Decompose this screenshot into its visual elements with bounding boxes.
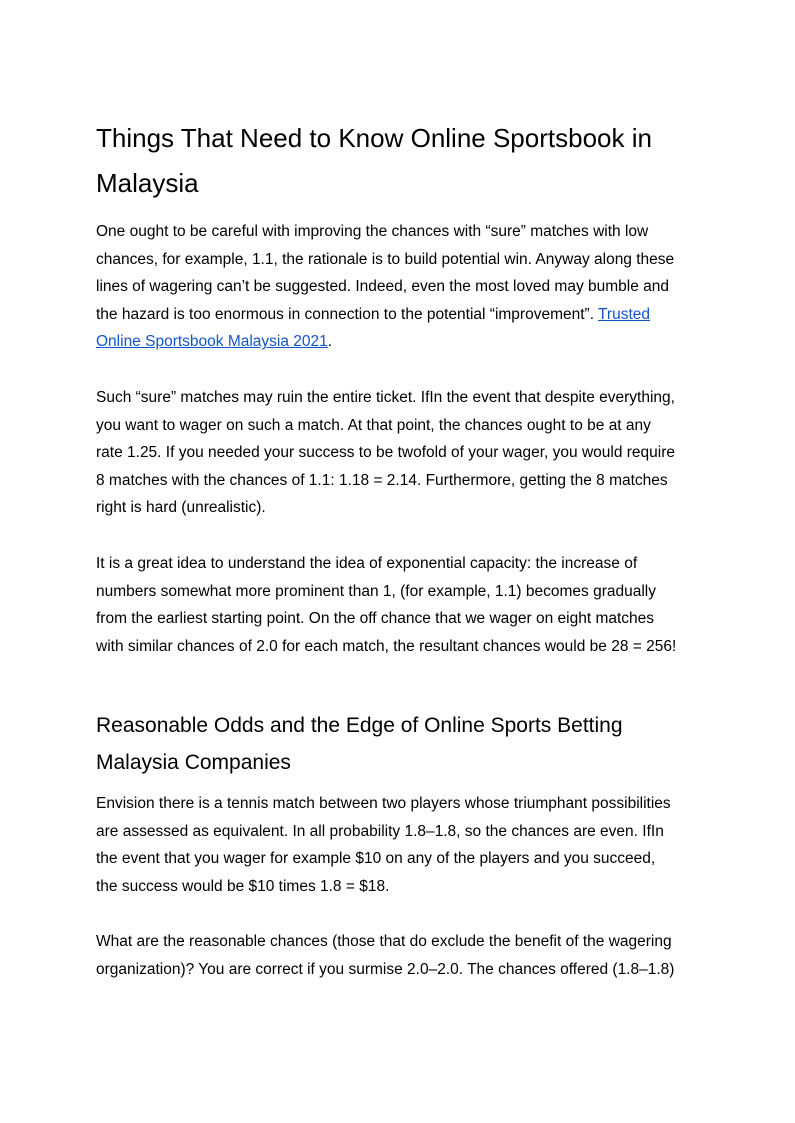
text-line bbox=[96, 328, 674, 356]
text-line: from the earliest starting point. On the off chance that we wager on eight matches bbox=[96, 610, 655, 628]
paragraph-5 bbox=[96, 928, 674, 983]
text-line: It is a great idea to understand the idea of exponential capacity: the increase of bbox=[96, 555, 638, 572]
text-line: chances, for example, 1.1, the rationale is to build potential win. Anyway along these bbox=[96, 250, 675, 268]
trusted-sportsbook-link[interactable]: Trusted bbox=[598, 305, 651, 323]
page-title bbox=[96, 116, 652, 206]
text-line bbox=[96, 301, 674, 329]
text-line: with similar chances of 2.0 for each match, the resultant chances would be 28 = 256! bbox=[96, 637, 677, 655]
text-line: organization)? You are correct if you surmise 2.0–2.0. The chances offered (1.8–1.8) bbox=[96, 960, 675, 978]
text-line: One ought to be careful with improving the chances with “sure” matches with low bbox=[96, 223, 649, 240]
text-line: the event that you wager for example $10 on any of the players and you succeed, bbox=[96, 850, 656, 868]
text-line: Such “sure” matches may ruin the entire ticket. IfIn the event that despite everything, bbox=[96, 389, 675, 406]
title-line: Malaysia bbox=[96, 168, 199, 198]
text-line: lines of wagering can’t be suggested. Indeed, even the most loved may bumble and bbox=[96, 278, 670, 296]
text-line: Envision there is a tennis match between two players whose triumphant possibilities bbox=[96, 795, 671, 812]
text-segment: . bbox=[327, 333, 333, 351]
text-line: rate 1.25. If you needed your success to be twofold of your wager, you would require bbox=[96, 444, 676, 462]
text-segment: the hazard is too enormous in connection to the potential “improvement”. bbox=[96, 305, 599, 323]
paragraph-3 bbox=[96, 550, 676, 660]
text-line: numbers somewhat more prominent than 1, (for example, 1.1) becomes gradually bbox=[96, 582, 656, 600]
heading-line: Reasonable Odds and the Edge of Online Sports Betting bbox=[96, 714, 623, 737]
heading-line: Malaysia Companies bbox=[96, 751, 291, 774]
section-heading bbox=[96, 707, 623, 781]
text-line: you want to wager on such a match. At that point, the chances ought to be at any bbox=[96, 416, 651, 434]
title-line: Things That Need to Know Online Sportsbook in bbox=[96, 123, 652, 153]
paragraph-2 bbox=[96, 384, 675, 522]
text-line: the success would be $10 times 1.8 = $18. bbox=[96, 877, 390, 895]
text-line: are assessed as equivalent. In all probability 1.8–1.8, so the chances are even. IfIn bbox=[96, 822, 664, 840]
paragraph-1 bbox=[96, 218, 674, 356]
text-line: What are the reasonable chances (those that do exclude the benefit of the wagering bbox=[96, 933, 672, 950]
text-line: 8 matches with the chances of 1.1: 1.18 = 2.14. Furthermore, getting the 8 matches bbox=[96, 471, 668, 489]
text-line: right is hard (unrealistic). bbox=[96, 499, 266, 517]
trusted-sportsbook-link-cont[interactable]: Online Sportsbook Malaysia 2021 bbox=[96, 333, 328, 351]
paragraph-4 bbox=[96, 790, 671, 900]
